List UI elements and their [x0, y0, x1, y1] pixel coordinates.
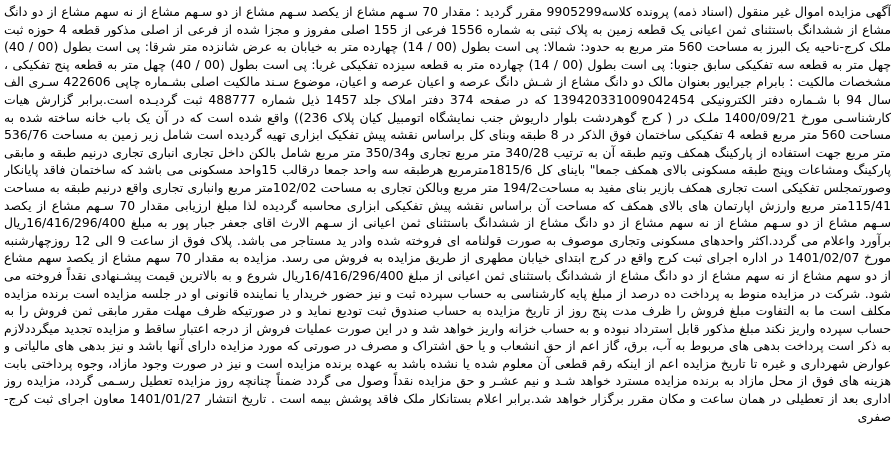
auction-notice: [4, 3, 891, 449]
notice-body-text: آگهی مزایده اموال غیر منقول (اسناد ذمه) پرونده کلاسه9905299 مقرر گردید : مقدار 70 سـهم مشاع از یکصد سـهم مشاع از دو سـهم مشاع از نه سهم مشاع از دو دانگ مشاع از ششدانگ باستثنای ثمن اعیانی یک قطعه زمین به پلاک ثبتی به شماره 1556 فرعی از 155 اصلی مفروز و مجزا شده از فرعی از اصلی مذکور قطعه 4 حوزه ثبت ملک کرج-ناحیه یک البرز به مساحت 560 متر مربع به حدود: شمالا: پی است بطول (00 / 14) چهارده متر به خیابان به عرض شانزده متر شرقا: پی است بطول (00 / 40) چهل متر به قطعه سه تفکیکی سابق جنوبا: پی است بطول (00 / 14) چهارده متر به قطعه سیزده تفکیکی غربا: پی است بطول (00 / 40) چهل متر به قطعه پنج تفکیکی ، مشخصات مالکیت : بابرام جیرایور بعنوان مالک دو دانگ مشاع از شـش دانگ عرصه و اعیان عرصه و اعیان، موضوع سـند مالکیت اصلی بشـماره چاپی 422606 سـری الف سال 94 با شـماره دفتر الکترونیکی 139420331009042454 که در صفحه 374 دفتر املاک جلد 1457 ذیل شماره 488777 ثبت گردیـده است.برابر گزارش هیات کارشناسـی مورخ 1400/09/21 ملـک در ( کرج گوهردشت بلوار داریوش جنب نمایشگاه اتومبیل کیان پلاک 236)) واقع شده است که در آن یک باب خانه ساخته شده به مساحت 560 متر مربع قطعه 4 تفکیکی ساختمان فوق الذکر در 8 طبقه وبنای کل براساس نقشه پیش تفکیک ابزاری تهیه گردیده است شامل زیر زمین به مساحت 536/76 متر مربع جهت استفاده از پارکینگ همکف وتیم طبقه آن به ترتیب 340/28 متر مربع تجاری و350/34 متر مربع شامل بالکن داخل تجاری انباری تجاری درنیم طبقه و مابقی پارکینگ ومشاعات وپنج طبقه مسکونی بالای همکف جمعا" باینای کل 1815/6مترمربع هرطبقه سه واحد جمعا درقالب 15واحد مسکونی می باشد که ساختمان فاقد پایانکار وصورتمجلس تفکیکی است تجاری همکف بازیر بنای مفید به مساحت194/2 متر مربع وبالکن تجاری به مساحت 102/02متر مربع وانباری تجاری واقع درنیم طبقه به مساحت 115/41متر مربع وارزش اپارتمان های بالای همکف که مساحت آن براساس نقشه پیش تفکیکی ابزاری محاسبه گردیده لذا مبلغ ارزیابی مقدار 70 سـهم مشاع از یکصد سـهم مشاع از دو سـهم مشاع از نه سهم مشاع از دو دانگ مشاع از ششدانگ باستثنای ثمن اعیانی از سـهم الارث اقای جعفر جبار پور به مبلغ 16/416/296/400ریال برآورد واعلام می گردد.اکثر واحدهای مسکونی وتجاری موصوف به صورت قولنامه ای فروخته شده وادر ید مستاجر می باشد. پلاک فوق از ساعت 9 الی 12 روزچهارشنبه مورخ 1401/02/07 در اداره اجرای ثبت کرج واقع در کرج ابتدای خیابان مطهری از طریق مزایده به فروش می رسد. مزایده به مقدار 70 سهم مشاع از یکصد سهم مشاع از دو سهم مشاع از نه سهم مشاع از دو دانگ مشاع از ششدانگ باستثنای ثمن اعیانی از مبلغ 16/416/296/400ریال شروع و به بالاترین قیمت پیشـنهادی نقداً فروخته می شود. شرکت در مزایده منوط به پرداخت ده درصد از مبلغ پایه کارشناسی به حساب سپرده ثبت و نیز حضور خریدار یا نماینده قانونی او در جلسه مزایده است برنده مزایده مکلف است ما به التفاوت مبلغ فروش را ظرف مدت پنج روز از تاریخ مزایده به حساب صندوق ثبت تودیع نماید و در صورتیکه ظرف مهلت مقرر مابقی ثمن فروش را به حساب سپرده واریز نکند مبلغ مذکور قابل استرداد نبوده و به حساب خزانه واریز خواهد شد و در این صورت عملیات فروش از درجه اعتبار ساقط و مزایده تجدید میگرددلازم به ذکر است پرداخت بدهی های مربوط به آب، برق، گاز اعم از حق انشعاب و یا حق اشتراک و مصرف در صورتی که مورد مزایده دارای آنها باشد و نیز بدهی های مالیاتی و عوارض شهرداری و غیره تا تاریخ مزایده اعم از اینکه رقم قطعی آن معلوم شده یا نشده باشد به عهده برنده مزایده است و نیز در صورت وجود مازاد، وجوه پرداختی بابت هزینه های فوق از محل مازاد به برنده مزایده مسترد خواهد شـد و نیم عشـر و حق مزایده نقداً وصول می گردد ضمناً چنانچه روز مزایده تعطیل رسـمی گردد، مزایده روز اداری بعد از تعطیلی در همان ساعت و مکان مقرر برگزار خواهد شد.برابر اعلام بستانکار ملک فاقد پوشش بیمه است . تاریخ انتشار 1401/01/27 معاون اجرای ثبت کرج-صفری: [4, 4, 891, 424]
